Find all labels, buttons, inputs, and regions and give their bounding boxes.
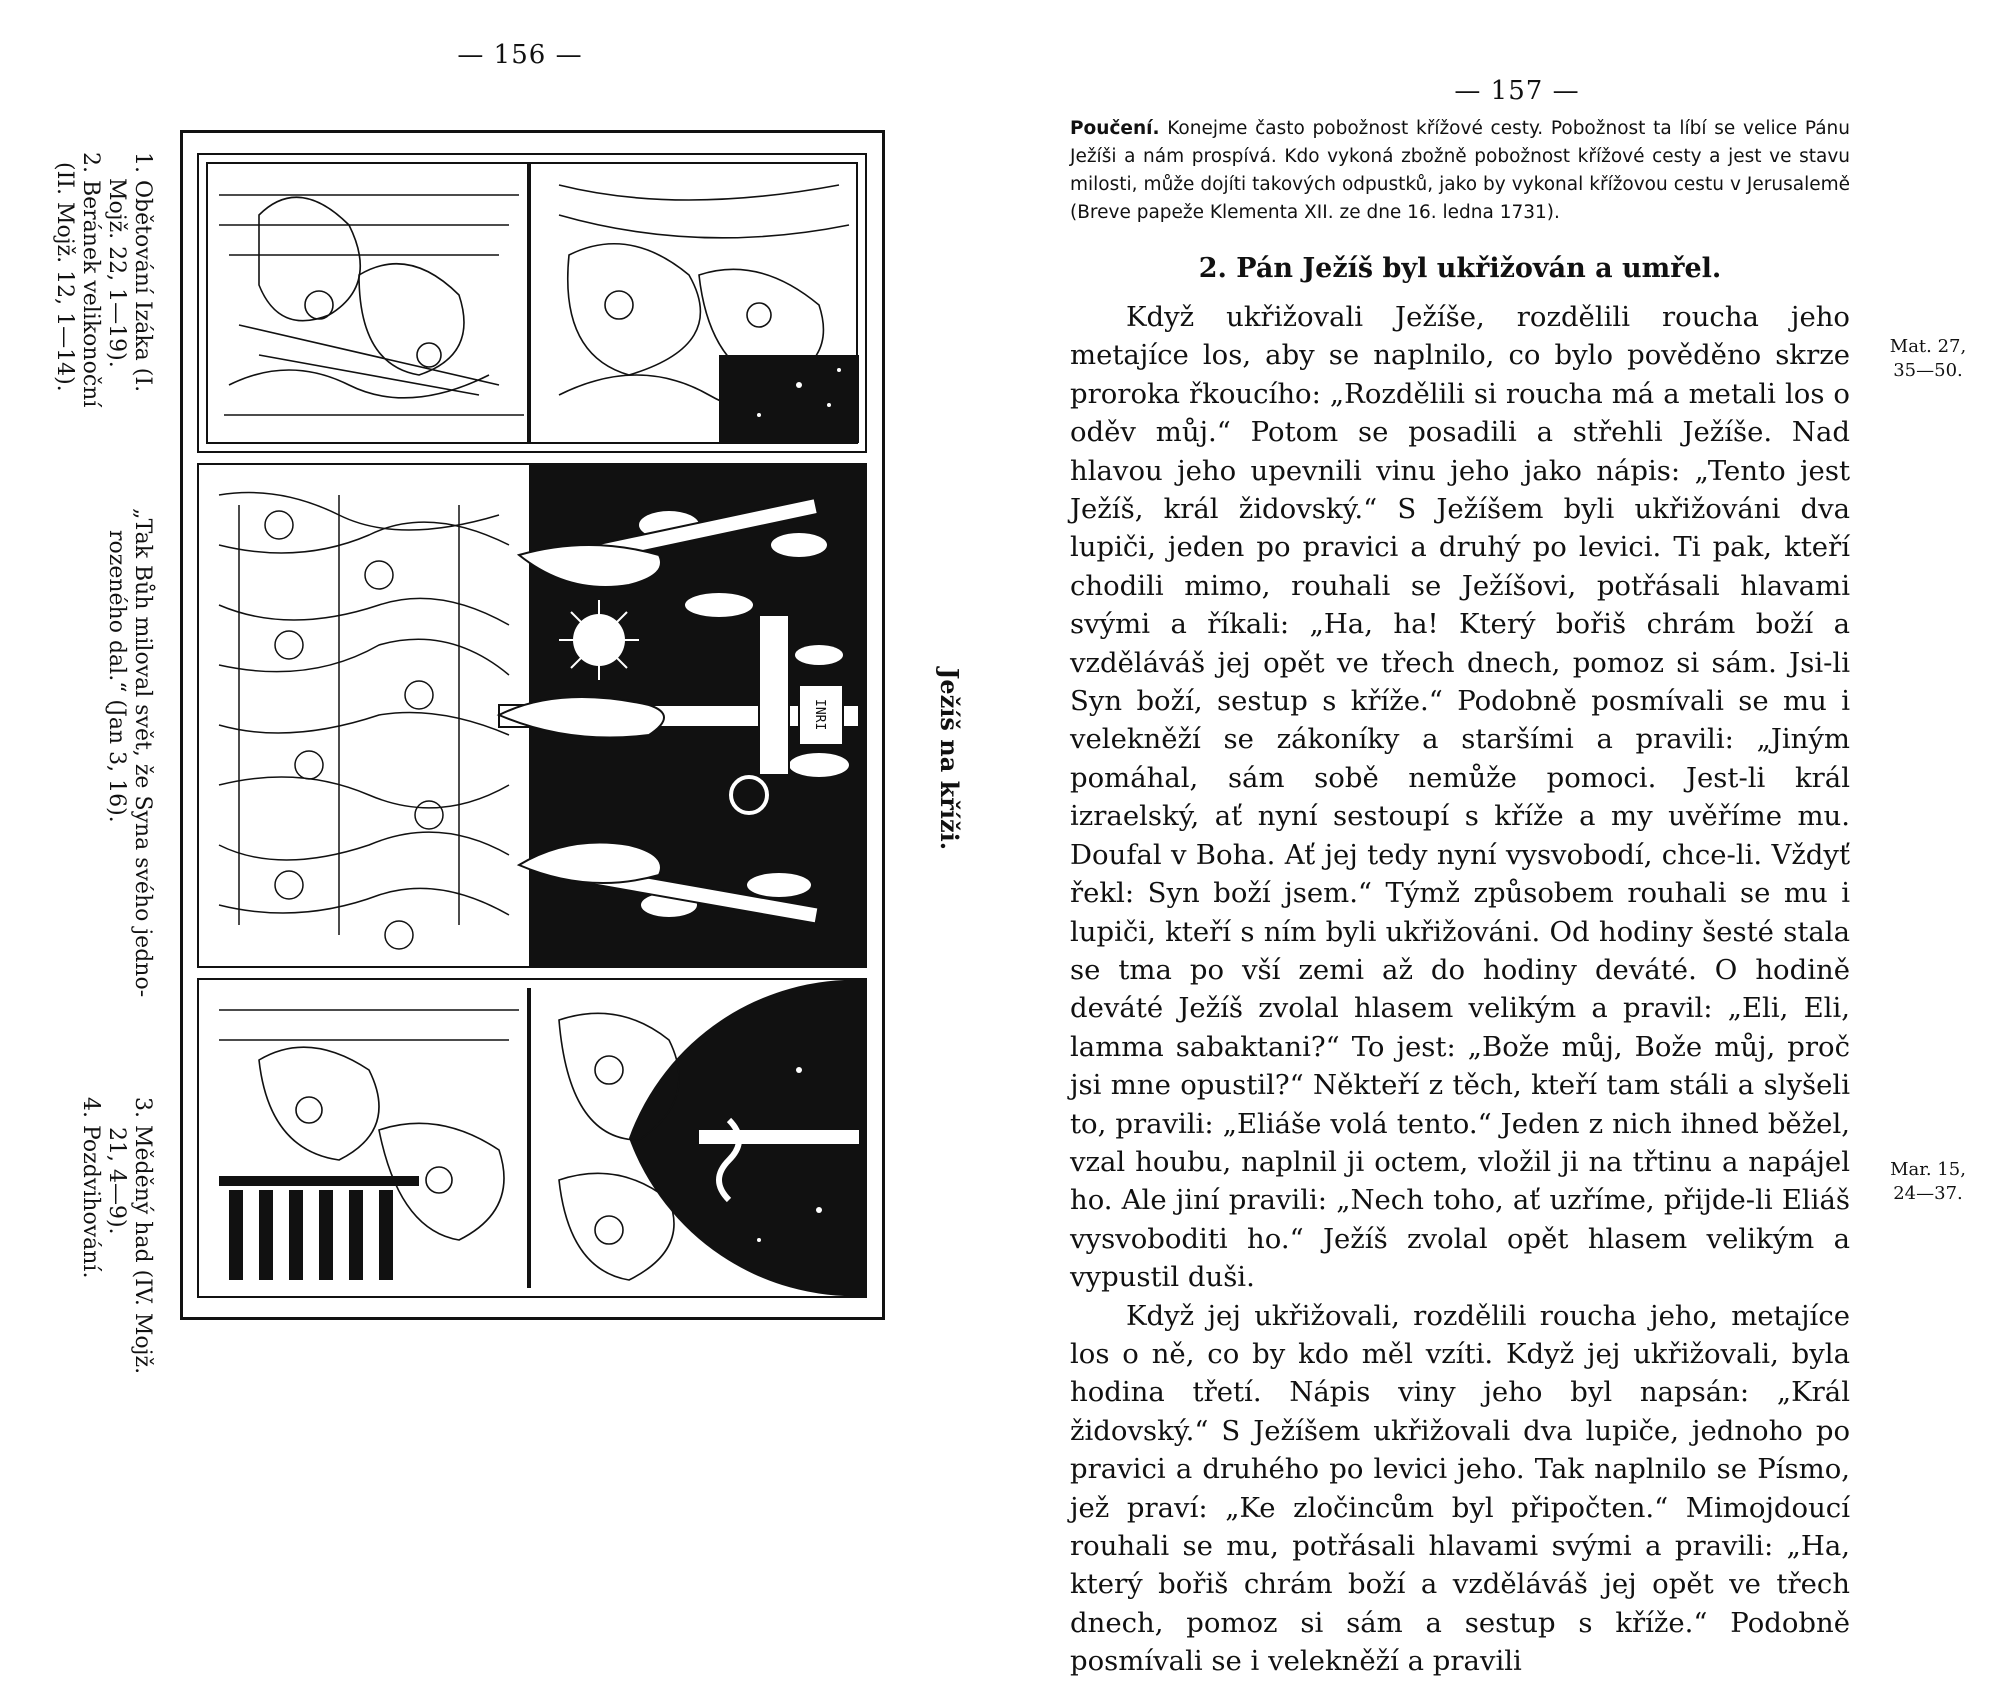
page-number-left: — 156 — bbox=[457, 40, 583, 70]
inri-inscription: INRI bbox=[812, 699, 827, 731]
caption-refs-top bbox=[51, 152, 155, 407]
margin-reference-mark: Mar. 15, 24—37. bbox=[1890, 1159, 1966, 1204]
caption-line: 4. Pozdvihování. bbox=[78, 1097, 103, 1279]
section-heading: 2. Pán Ježíš byl ukřižován a umřel. bbox=[1198, 253, 1722, 284]
panel-crucifixion bbox=[197, 463, 867, 968]
lesson-note bbox=[1070, 115, 1850, 227]
margin-reference-matthew: Mat. 27, 35—50. bbox=[1889, 336, 1967, 381]
page-number-right: — 157 — bbox=[1454, 76, 1580, 106]
caption-line: (II. Mojž. 12, 1—14). bbox=[52, 162, 77, 392]
text-column bbox=[1070, 115, 1850, 1681]
lesson-label: Poučení. bbox=[1070, 118, 1160, 139]
panel-sacrifice-of-isaac bbox=[197, 153, 867, 453]
paragraph-matthew: Když ukřižovali Ježíše, rozdělili roucha jeho metajíce los, aby se naplnilo, co bylo pověděno skrze proroka řkoucího: „Rozdělili si roucha má a metali los o oděv můj.“ Potom se posadili a střehli Ježíše. Nad hlavou jeho upevnili vinu jeho jako nápis: „Tento jest Ježíš, král židovský.“ S Ježíšem byli ukřižováni dva lupiči, jeden po pravici a druhý po levici. Ti pak, kteří chodili mimo, rouhali se Ježíšovi, potřásali hlavami svými a říkali: „Ha, ha! Který bořiš chrám boží a vzděláváš jej opět ve třech dnech, pomoz si sám. Jsi-li Syn boží, sestup s kříže.“ Podobně posmívali se mu i velekněží se zákoníky a staršími a pravili: „Jiným pomáhal, sám sobě nemůže pomoci. Jest-li král izraelský, ať nyní sestoupí s kříže a my uvěříme mu. Doufal v Boha. Ať jej tedy nyní vysvobodí, chce-li. Vždyť řekl: Syn boží jsem.“ Týmž způsobem rouhali se mu i lupiči, kteří s ním byli ukřižováni. Od hodiny šesté stala se tma po vší zemi až do hodiny deváté. O hodině deváté Ježíš zvolal hlasem velikým a pravil: „Eli, Eli, lamma sabaktani?“ To jest: „Bože můj, Bože můj, proč jsi mne opustil?“ Někteří z těch, kteří tam stáli a slyšeli to, pravili: „Eliáše volá tento.“ Jeden z nich ihned běžel, vzal houbu, naplnil ji octem, vložil ji na třtinu a napájel ho. Ale jiní pravili: „Nech toho, ať uzříme, přijde-li Eliáš vysvoboditi ho.“ Ježíš zvolal opět hlasem velikým a vypustil duši. bbox=[1070, 301, 1850, 1294]
crucifixion-illustration bbox=[180, 130, 885, 1320]
caption-line: „Tak Bůh miloval svět, že Syna svého jedno- bbox=[130, 508, 155, 998]
illustration-title: Ježíš na kříži. bbox=[935, 668, 964, 851]
caption-verse bbox=[103, 508, 155, 997]
caption-line: 1. Obětování Izáka (I. bbox=[130, 152, 155, 393]
caption-line: 2. Beránek velikonoční bbox=[78, 152, 103, 408]
caption-line: 3. Měděný had (IV. Mojž. bbox=[130, 1097, 155, 1375]
paragraph-mark: Když jej ukřižovali, rozdělili roucha jeho, metajíce los o ně, co by kdo měl vzíti. Když jej ukřižovali, byla hodina třetí. Nápis viny jeho byl napsán: „Král židovský.“ S Ježíšem ukřižovali dva lupiče, jednoho po pravici a druhého po levici jeho. Tak naplnilo se Písmo, jež praví: „Ke zločincům byl připočten.“ Mimojdoucí rouhali se mu, potřásali hlavami svými a pravili: „Ha, který bořiš chrám boží a vzděláváš jej opět ve třech dnech, pomoz si sám a sestup s kříže.“ Podobně posmívali se i velekněží a pravili bbox=[1070, 1299, 1850, 1678]
caption-refs-bottom bbox=[77, 1097, 155, 1374]
caption-line: rozeného dal.“ (Jan 3, 16). bbox=[104, 530, 129, 823]
lesson-text: Konejme často pobožnost křížové cesty. Pobožnost ta líbí se velice Pánu Ježíši a nám prospívá. Kdo vykoná zbožně pobožnost křížové cesty a jest ve stavu milosti, může dojíti takových odpustků, jako by vykonal křížovou cestu v Jerusalemě (Breve papeže Klementa XII. ze dne 16. ledna 1731). bbox=[1070, 118, 1850, 223]
panel-bronze-serpent bbox=[197, 978, 867, 1298]
caption-line: Mojž. 22, 1—19). bbox=[104, 178, 129, 368]
caption-line: 21, 4—9). bbox=[104, 1127, 129, 1235]
